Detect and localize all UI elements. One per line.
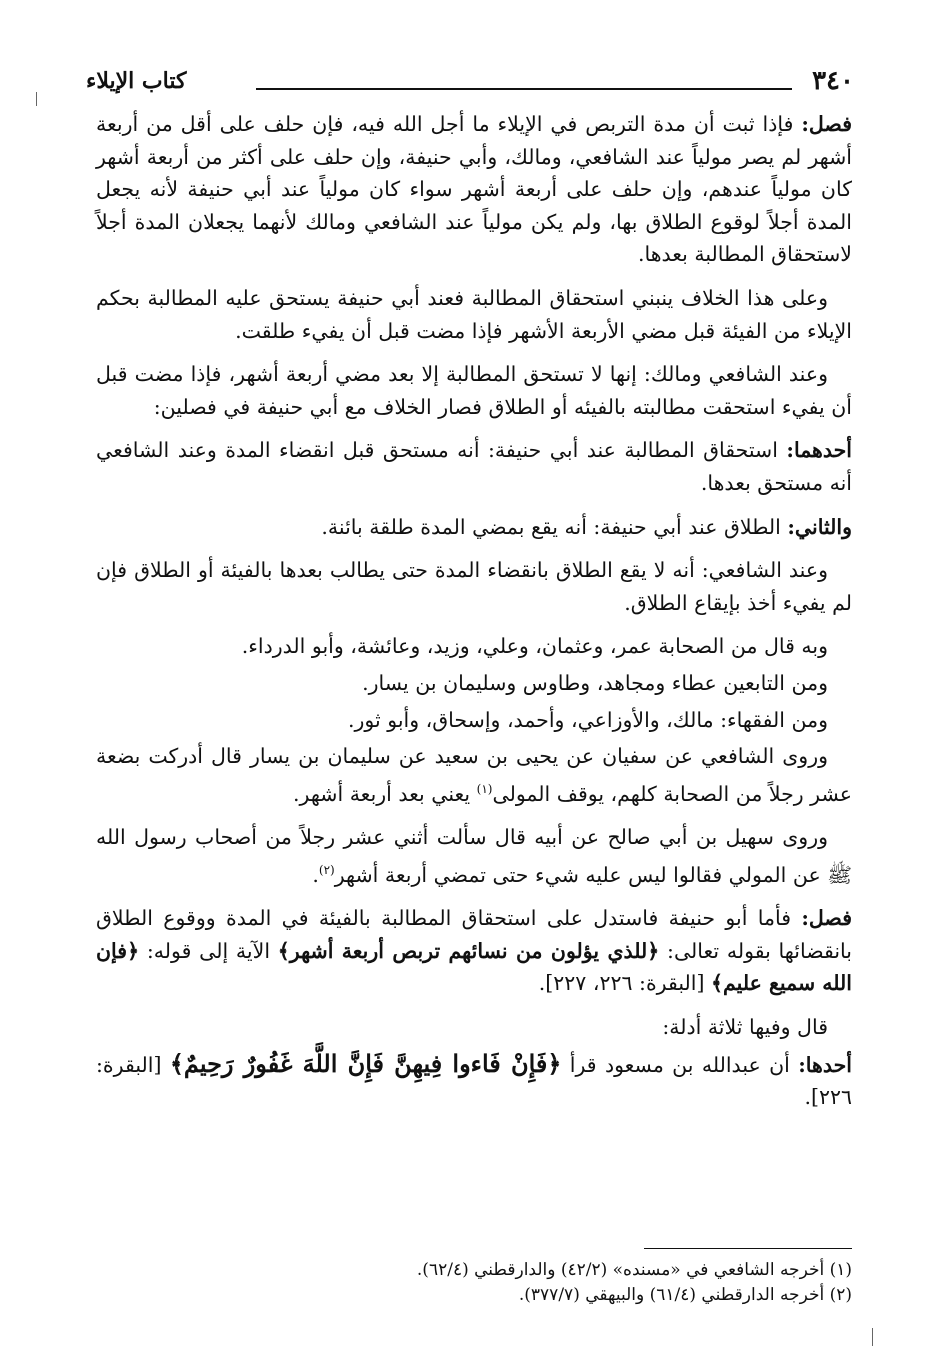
point-label: أحدها: bbox=[798, 1052, 852, 1077]
paragraph-10 bbox=[96, 740, 852, 810]
paragraph-text: الآية إلى قوله: bbox=[139, 938, 278, 963]
main-text bbox=[96, 108, 852, 1125]
paragraph-text: وعند الشافعي ومالك: إنها لا تستحق المطالبة إلا بعد مضي أربعة أشهر، فإذا مضت قبل أن يفيء استحقت مطالبته بالفيئه أو الطلاق فصار الخلاف مع أبي حنيفة في فصلين: bbox=[96, 362, 852, 419]
paragraph-text: قال وفيها ثلاثة أدلة: bbox=[662, 1014, 828, 1039]
paragraph-text: وبه قال من الصحابة عمر، وعثمان، وعلي، وزيد، وعائشة، وأبو الدرداء. bbox=[241, 634, 828, 659]
paragraph-7 bbox=[96, 630, 852, 663]
paragraph-text: وعلى هذا الخلاف ينبني استحقاق المطالبة فعند أبي حنيفة يستحق عليه المطالبة بحكم الإيلاء من الفيئة قبل مضي الأربعة الأشهر فإذا مضت قبل أن يفيء طلقت. bbox=[96, 285, 852, 343]
paragraph-text: وروى سهيل بن أبي صالح عن أبيه قال سألت أثني عشر رجلاً من أصحاب رسول الله ﷺ عن المولي فقالوا ليس عليه شيء حتى تمضي أربعة أشهر bbox=[96, 825, 852, 887]
quran-quote: ﴿للذي يؤلون من نسائهم تربص أربعة أشهر﴾ bbox=[277, 938, 660, 963]
page-header bbox=[86, 60, 854, 110]
paragraph-text: وروى الشافعي عن سفيان عن يحيى بن سعيد عن سليمان بن يسار قال أدركت بضعة عشر رجلاً من الصحابة كلهم، يوقف المولى bbox=[96, 744, 852, 806]
paragraph-6 bbox=[96, 554, 852, 619]
book-title: كتاب الإيلاء bbox=[86, 68, 187, 94]
paragraph-12 bbox=[96, 902, 852, 1000]
paragraph-3 bbox=[96, 358, 852, 423]
paragraph-text: ومن الفقهاء: مالك، والأوزاعي، وأحمد، وإسحاق، وأبو ثور. bbox=[348, 707, 828, 732]
paragraph-text: الطلاق عند أبي حنيفة: أنه يقع بمضي المدة طلقة بائنة. bbox=[321, 514, 788, 539]
quran-quote: ﴿فإن الله سميع عليم﴾ bbox=[96, 938, 852, 996]
paragraph-4 bbox=[96, 434, 852, 499]
section-label: فصل: bbox=[801, 906, 852, 931]
footnote-ref: (٢) bbox=[318, 862, 335, 877]
paragraph-13 bbox=[96, 1011, 852, 1044]
quran-quote: ﴿فَإِنْ فَاءوا فِيهِنَّ فَإِنَّ اللَّهَ غَفُورٌ رَحِيمٌ﴾ bbox=[169, 1048, 562, 1078]
footnotes bbox=[96, 1258, 852, 1308]
paragraph-text: [البقرة: ٢٢٦، ٢٢٧]. bbox=[538, 971, 712, 996]
margin-mark-top bbox=[36, 92, 37, 106]
paragraph-text: فأما أبو حنيفة فاستدل على استحقاق المطالبة بالفيئة في المدة ووقوع الطلاق بانقضائها بقوله تعالى: bbox=[96, 906, 852, 963]
paragraph-text: فإذا ثبت أن مدة التربص في الإيلاء ما أجل الله فيه، فإن حلف على أقل من أربعة أشهر لم يصر مولياً عند الشافعي، ومالك، وأبي حنيفة، وإن حلف على أكثر من أربعة أشهر كان مولياً عندهم، وإن حلف على أربعة أشهر سواء كان مولياً عند أبي حنيفة لأنه يجعل المدة أجلاً لوقوع الطلاق بها، ولم يكن مولياً عند الشافعي ومالك لأنهما يجعلان المدة أجلاً لاستحقاق المطالبة بعدها. bbox=[96, 112, 852, 267]
paragraph-9 bbox=[96, 704, 852, 737]
paragraph-11 bbox=[96, 821, 852, 891]
paragraph-8 bbox=[96, 667, 852, 700]
paragraph-text: ومن التابعين عطاء ومجاهد، وطاوس وسليمان بن يسار. bbox=[362, 670, 828, 695]
header-rule bbox=[256, 88, 792, 90]
paragraph-14 bbox=[96, 1048, 852, 1114]
section-label: فصل: bbox=[801, 112, 852, 136]
point-label: أحدهما: bbox=[786, 438, 852, 463]
paragraph-text: أن عبدالله بن مسعود قرأ bbox=[561, 1052, 799, 1077]
footnote-ref: (١) bbox=[476, 781, 493, 796]
paragraph-text: استحقاق المطالبة عند أبي حنيفة: أنه مستحق قبل انقضاء المدة وعند الشافعي أنه مستحق بعدها. bbox=[96, 438, 852, 495]
margin-mark-bottom bbox=[872, 1328, 873, 1346]
page-number: ٣٤٠ bbox=[812, 66, 854, 96]
point-label: والثاني: bbox=[787, 514, 852, 539]
paragraph-text: [البقرة: ٢٢٦]. bbox=[96, 1052, 852, 1110]
paragraph-2 bbox=[96, 282, 852, 347]
paragraph-5 bbox=[96, 511, 852, 544]
footnote-1: (١) أخرجه الشافعي في «مسنده» (٤٢/٢) والدارقطني (٦٢/٤). bbox=[416, 1260, 852, 1280]
paragraph-text: يعني بعد أربعة أشهر. bbox=[293, 781, 477, 806]
paragraph-text: وعند الشافعي: أنه لا يقع الطلاق بانقضاء المدة حتى يطالب بعدها بالفيئة أو الطلاق فإن لم يفيء أخذ بإيقاع الطلاق. bbox=[96, 558, 852, 615]
paragraph-1 bbox=[96, 108, 852, 271]
footnote-rule bbox=[644, 1248, 852, 1249]
footnote-2: (٢) أخرجه الدارقطني (٦١/٤) والبيهقي (٣٧٧/٧). bbox=[518, 1285, 852, 1305]
paragraph-text: . bbox=[312, 862, 319, 887]
